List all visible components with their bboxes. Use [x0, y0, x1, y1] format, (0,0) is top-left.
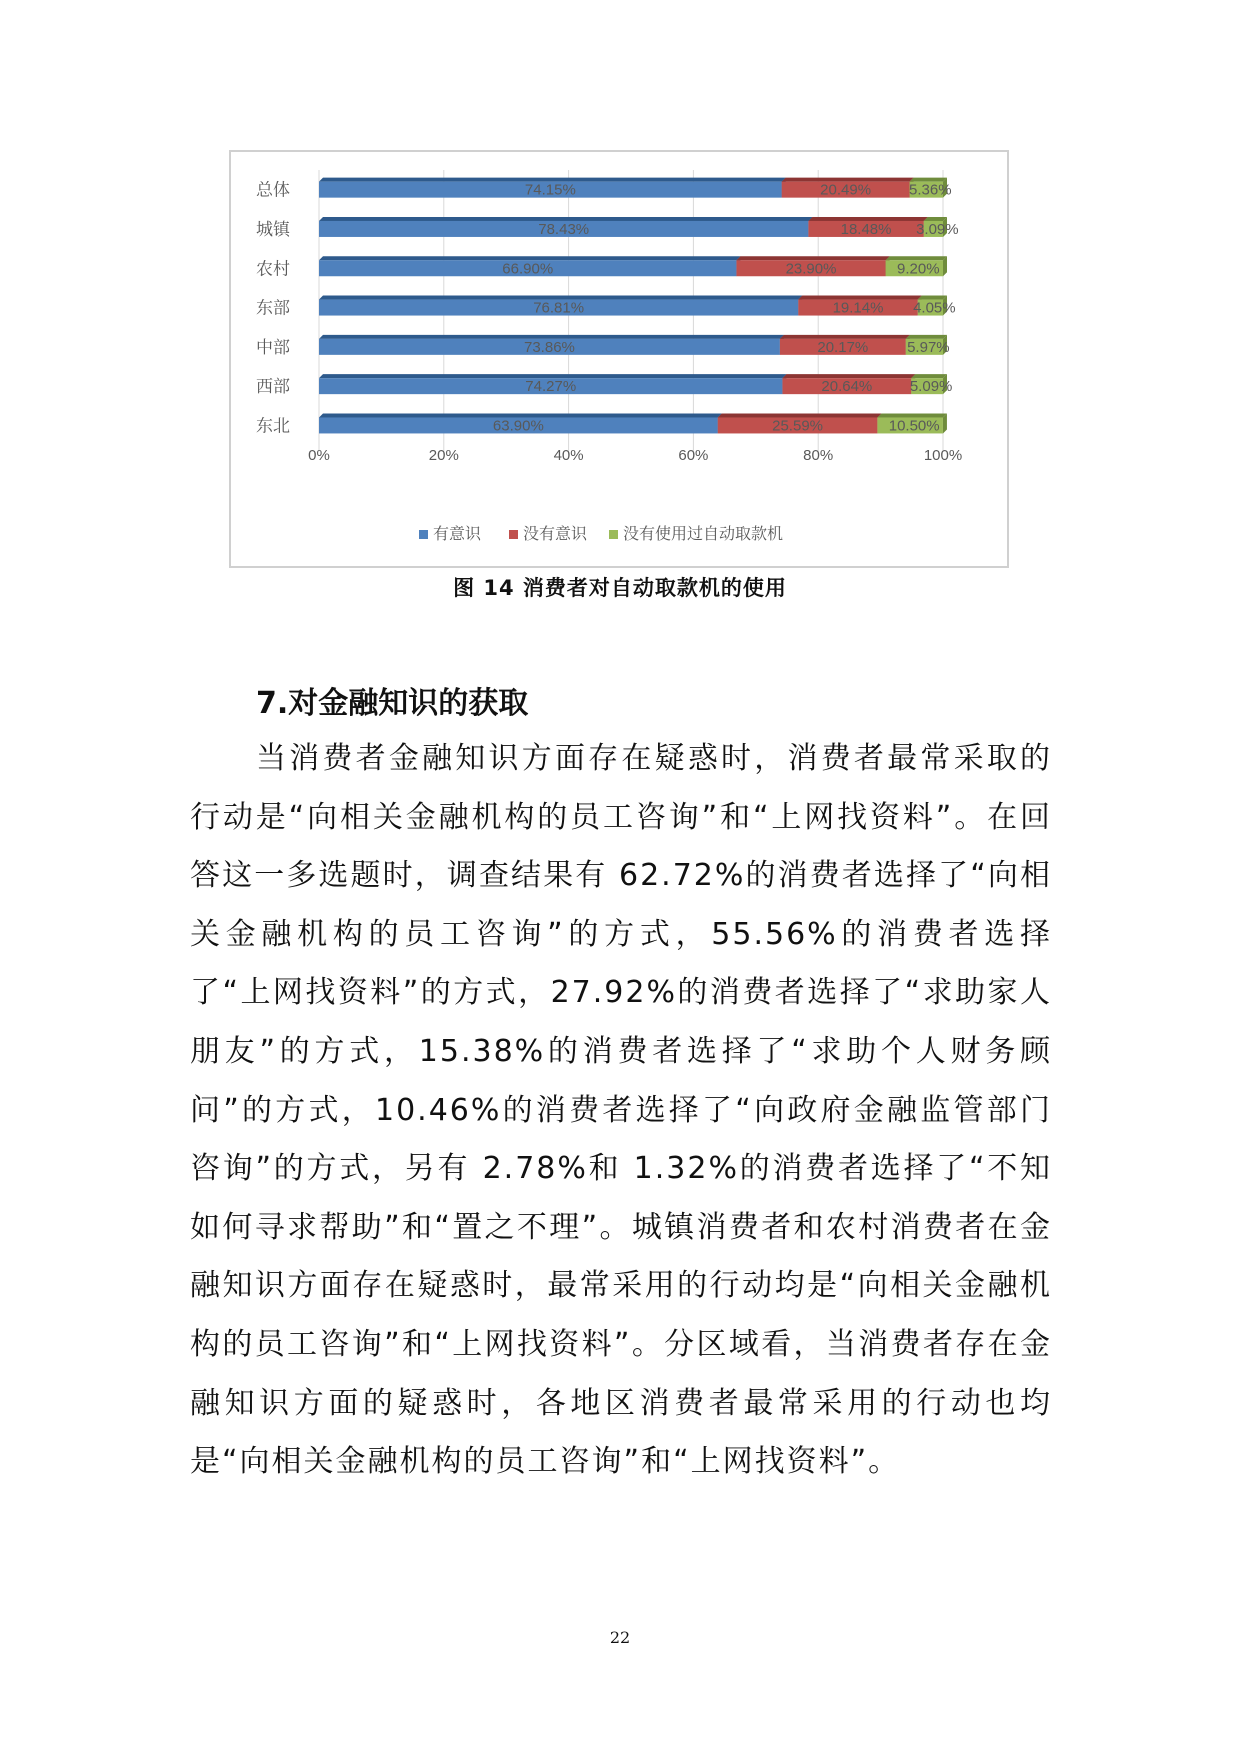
section-heading: 7.对金融知识的获取 [256, 686, 529, 721]
y-category-label: 东北 [256, 416, 290, 437]
y-category-label: 总体 [256, 180, 290, 201]
legend-swatch [509, 530, 518, 539]
y-category-label: 中部 [256, 337, 290, 358]
page-number: 22 [609, 1628, 631, 1647]
data-label: 74.27% [525, 378, 577, 396]
legend-label: 没有使用过自动取款机 [623, 524, 784, 543]
legend-swatch [609, 530, 618, 539]
data-label: 20.64% [821, 378, 873, 396]
data-label: 73.86% [524, 338, 575, 356]
data-label: 5.97% [907, 338, 950, 356]
data-label: 76.81% [533, 299, 585, 317]
data-label: 4.05% [913, 299, 956, 317]
y-category-label: 西部 [256, 377, 290, 398]
data-label: 78.43% [538, 220, 590, 238]
data-label: 66.90% [502, 260, 554, 278]
data-label: 10.50% [888, 417, 940, 435]
legend-swatch [419, 530, 428, 539]
data-label: 18.48% [840, 220, 892, 238]
data-label: 25.59% [772, 417, 824, 435]
data-label: 74.15% [524, 181, 576, 199]
x-tick-label: 0% [308, 447, 330, 464]
y-category-label: 城镇 [256, 219, 290, 240]
x-tick-label: 80% [803, 447, 834, 464]
legend-label: 有意识 [433, 524, 482, 543]
data-label: 3.09% [916, 220, 959, 238]
data-label: 20.49% [820, 181, 872, 199]
data-label: 5.36% [909, 181, 952, 199]
y-category-label: 东部 [256, 298, 290, 319]
x-tick-label: 20% [428, 447, 459, 464]
x-tick-label: 100% [923, 447, 963, 464]
x-tick-label: 40% [553, 447, 584, 464]
data-label: 5.09% [909, 378, 953, 396]
data-label: 19.14% [832, 299, 884, 317]
figure-caption: 图 14 消费者对自动取款机的使用 [453, 576, 787, 600]
y-category-label: 农村 [256, 259, 290, 280]
legend-label: 没有意识 [523, 524, 588, 543]
body-paragraph: 当消费者金融知识方面存在疑惑时，消费者最常采取的行动是“向相关金融机构的员工咨询”和“上网找资料”。在回答这一多选题时，调查结果有 62.72%的消费者选择了“向相关金融机构的员工咨询”的方式，55.56%的消费者选择了“上网找资料”的方式，27.92%的消费者选择了“求助家人朋友”的方式，15.38%的消费者选择了“求助个人财务顾问”的方式，10.46%的消费者选择了“向政府金融监管部门咨询”的方式，另有 2.78%和 1.32%的消费者选择了“不知如何寻求帮助”和“置之不理”。城镇消费者和农村消费者在金融知识方面存在疑惑时，最常采用的行动均是“向相关金融机构的员工咨询”和“上网找资料”。分区域看，当消费者存在金融知识方面的疑惑时，各地区消费者最常采用的行动也均是“向相关金融机构的员工咨询”和“上网找资料”。 [190, 741, 1052, 1480]
data-label: 9.20% [897, 260, 940, 278]
chart-frame [229, 150, 1009, 568]
data-label: 63.90% [492, 417, 544, 435]
data-label: 20.17% [817, 338, 869, 356]
data-label: 23.90% [785, 260, 837, 278]
x-tick-label: 60% [678, 447, 709, 464]
stacked-bar-chart [231, 152, 1011, 570]
